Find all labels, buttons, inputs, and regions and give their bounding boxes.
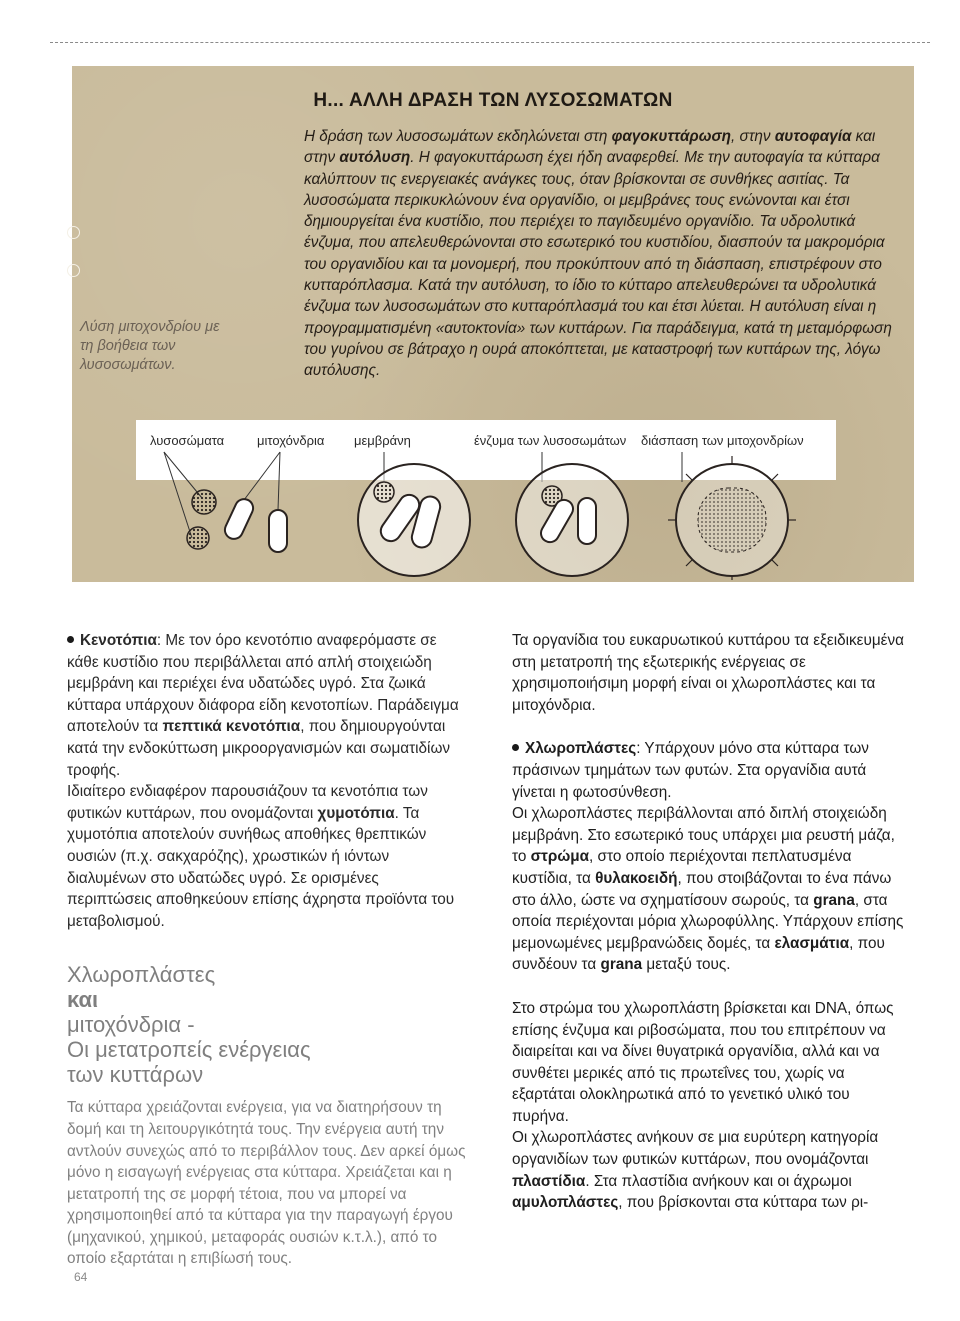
- paragraph-chloroplasts: [512, 738, 910, 803]
- text-run: Οι χλωροπλάστες ανήκουν σε μια ευρύτερη κατηγορία οργανιδίων των φυτικών κυττάρων, που ονομάζονται: [512, 1129, 879, 1169]
- right-column: [512, 630, 910, 1214]
- text-run: Χλωροπλάστες: [67, 962, 216, 988]
- text-run: μιτοχόνδρια -: [67, 1012, 195, 1038]
- paragraph-chloroplast-dna: Στο στρώμα του χλωροπλάστη βρίσκεται και DNA, όπως επίσης ένζυμα και ριβοσώματα, που του επιτρέπουν να διαιρείται και να δίνει θυγατρικά οργανίδια, αλλά και να συνθέτει μερικές από τις πρωτεΐνες του, χωρίς να εξαρτάται ολοκληρωτικά από το γενετικό υλικό του πυρήνα.: [512, 999, 894, 1125]
- text-run: . Η φαγοκυττάρωση έχει ήδη αναφερθεί. Με την αυτοφαγία τα κύτταρα καλύπτουν τις ενεργειακές ανάγκες τους, όταν βρίσκονται σε συνθήκες ασιτίας. Τα λυσοσώματα περικυκλώνουν ένα οργανίδιο, οι μεμβράνες τους ενώνονται και έτσι δημιουργείται ένα κυστίδιο, που περιέχει το παγιδευμένο οργανίδιο. Τα υδρολυτικά ένζυμα, που απελευθερώνονται στο εσωτερικό του κυστιδίου, διασπούν τα μακρομόρια του οργανιδίου και τα μονομερή, που προκύπτουν από τη διάσπαση, επιστρέφουν στο κυτταρόπλασμα. Κατά την αυτόλυση, το ίδιο το κύτταρο απελευθερώνει τα υδρολυτικά ένζυμα των λυσοσωμάτων στο κυτταρόπλασμά του και έτσι λύεται. Η αυτόλυση είναι η προγραμματισμένη «αυτοκτονία» των κυττάρων. Για παράδειγμα, κατά τη μεταμόρφωση του γυρίνου σε βάτραχο η ουρά αποκόπτεται, με καταστροφή των κυττάρων της, λόγω αυτόλυσης.: [304, 149, 892, 380]
- bold-term: στρώμα: [530, 848, 590, 866]
- paragraph-sap-vacuoles: [67, 781, 467, 932]
- text-run: Οι χλωροπλάστες περιβάλλονται από διπλή στοιχειώδη μεμβράνη. Στο εσωτερικό τους υπάρχει μια ρευστή μάζα, το: [512, 805, 895, 866]
- text-run: : Υπάρχουν μόνο στα κύτταρα των πράσινων τμημάτων των φυτών. Στα οργανίδια αυτά γίνεται η φωτοσύνθεση.: [512, 740, 869, 801]
- page-number: 64: [74, 1270, 88, 1284]
- mitochondrion-shape: [578, 498, 596, 544]
- lysosome-diagram: [72, 420, 914, 585]
- text-run: , που βρίσκονται στα κύτταρα των ρι-: [618, 1194, 869, 1212]
- bold-term: χυμοτόπια: [317, 804, 395, 822]
- text-run: Οι μετατροπείς ενέργειας: [67, 1037, 311, 1063]
- paragraph-chloroplast-structure: [512, 803, 910, 976]
- bold-term: φαγοκυττάρωση: [611, 128, 731, 145]
- label-membrane: μεμβράνη: [354, 433, 411, 448]
- paragraph-plastids: [512, 1127, 910, 1213]
- paragraph-organelles: Τα οργανίδια του ευκαρυωτικού κυττάρου τα εξειδικευμένα στη μετατροπή της εξωτερικής ενέργειας σε χρησιμοποιήσιμη μορφή είναι οι χλωροπλάστες και τα μιτοχόνδρια.: [512, 632, 904, 714]
- paragraph-energy: Τα κύτταρα χρειάζονται ενέργεια, για να διατηρήσουν τη δομή και τη λειτουργικότητά τους. Την ενέργεια αυτή την αντλούν συνεχώς από το περιβάλλον τους. Δεν αρκεί όμως μόνο η εισαγωγή ενέργειας στα κύτταρα. Χρειάζεται και η μετατροπή της σε μορφή τέτοια, που να μπορεί να χρησιμοποιηθεί από τα κύτταρα για την παραγωγή έργου (μηχανικού, χημικού, μεταφοράς ουσιών κ.τ.λ.), από το οποίο εξαρτάται η επιβίωσή τους.: [67, 1099, 466, 1268]
- margin-hole-marker: [67, 264, 80, 277]
- text-run: , που συνδέουν τα: [512, 934, 885, 974]
- mitochondrion-shape: [222, 496, 256, 542]
- label-lysosomes: λυσοσώματα: [150, 433, 225, 448]
- text-run: , στο οποίο περιέχονται πεπλατυσμένα κυστίδια, τα: [512, 848, 852, 887]
- lysosome-shape: [192, 490, 216, 514]
- section-heading: [67, 962, 467, 1087]
- bold-term: θυλακοειδή: [595, 869, 678, 887]
- bullet-icon: [67, 636, 74, 643]
- bold-term: αυτοφαγία: [774, 128, 852, 145]
- heading-line-2: [67, 1037, 467, 1062]
- margin-hole-marker: [67, 226, 80, 239]
- diagram-svg: [72, 420, 914, 580]
- text-run: Η δράση των λυσοσωμάτων εκδηλώνεται στη: [304, 128, 612, 145]
- lysosome-shape: [374, 482, 394, 502]
- degrading-mitochondria: [698, 488, 766, 552]
- mitochondrion-shape: [269, 510, 287, 552]
- left-column: [67, 630, 467, 1270]
- box-title: Η... ΑΛΛΗ ΔΡΑΣΗ ΤΩΝ ΛΥΣΟΣΩΜΑΤΩΝ: [313, 90, 673, 111]
- box-paragraph: [304, 126, 902, 382]
- text-run: , που δημιουργούνται κατά την ενδοκύττωση μικροοργανισμών και σωματιδίων τροφής.: [67, 718, 451, 779]
- bold-term: αυτόλυση: [339, 149, 411, 167]
- heading-line-3: [67, 1062, 467, 1087]
- label-enzymes: ένζυμα των λυσοσωμάτων: [474, 433, 627, 448]
- text-run: : Με τον όρο κενοτόπιο αναφερόμαστε σε κάθε κυστίδιο που περιβάλλεται από απλή στοιχειώδη μεμβράνη και περιέχει ένα υδατώδες υγρό. Στα ζωικά κύτταρα υπάρχουν διάφορα είδη κενοτοπίων. Παράδειγμα αποτελούν τα: [67, 632, 459, 736]
- text-run: των κυττάρων: [67, 1062, 204, 1088]
- label-mitochondria: μιτοχόνδρια: [257, 433, 325, 448]
- text-run: . Τα χυμοτόπια αποτελούν συνήθως αποθήκες θρεπτικών ουσιών (π.χ. σακχαρόζης), χρωστικών ή ιόντων διαλυμένων στο υδατώδες υγρό. Σε ορισμένες περιπτώσεις αποθηκεύουν επίσης άχρηστα προϊόντα του μεταβολισμού.: [67, 804, 455, 930]
- text-run: μεταξύ τους.: [642, 956, 731, 974]
- lysosome-shape: [187, 527, 209, 549]
- text-run: Ιδιαίτερο ενδιαφέρον παρουσιάζουν τα κενοτόπια των φυτικών κυττάρων, που ονομάζονται: [67, 783, 428, 822]
- text-run: και στην: [304, 128, 876, 167]
- bold-term: Κενοτόπια: [80, 632, 157, 649]
- paragraph-vacuoles: [67, 630, 467, 781]
- bold-term: grana: [813, 891, 855, 909]
- top-dashed-rule: [50, 42, 930, 43]
- bold-term: ελασμάτια: [774, 934, 850, 952]
- bold-term: πεπτικά κενοτόπια: [162, 718, 301, 736]
- text-run: . Στα πλαστίδια ανήκουν και οι άχρωμοι: [585, 1172, 852, 1190]
- bold-term: grana: [600, 956, 643, 974]
- bold-term: Χλωροπλάστες: [525, 740, 637, 758]
- bold-term: πλαστίδια: [512, 1172, 586, 1190]
- figure-caption: Λύση μιτοχονδρίου με τη βοήθεια των λυσοσωμάτων.: [80, 319, 220, 373]
- bold-term: αμυλοπλάστες: [512, 1194, 619, 1212]
- text-run: , στα οποία περιέχονται μόρια χλωροφύλλης. Υπάρχουν επίσης μεμονωμένες μεμβρανώδεις δομές, τα: [512, 891, 904, 952]
- label-breakdown: διάσπαση των μιτοχονδρίων: [641, 433, 804, 448]
- heading-line-1: [67, 962, 467, 1037]
- bullet-icon: [512, 744, 519, 751]
- bold-term: και: [67, 987, 99, 1013]
- text-run: , που στοιβάζονται το ένα πάνω στο άλλο, ώστε να σχηματίσουν σωρούς, τα: [512, 869, 892, 909]
- vesicle-membrane: [358, 464, 470, 576]
- vesicle-membrane: [516, 464, 628, 576]
- text-run: , στην: [730, 128, 775, 145]
